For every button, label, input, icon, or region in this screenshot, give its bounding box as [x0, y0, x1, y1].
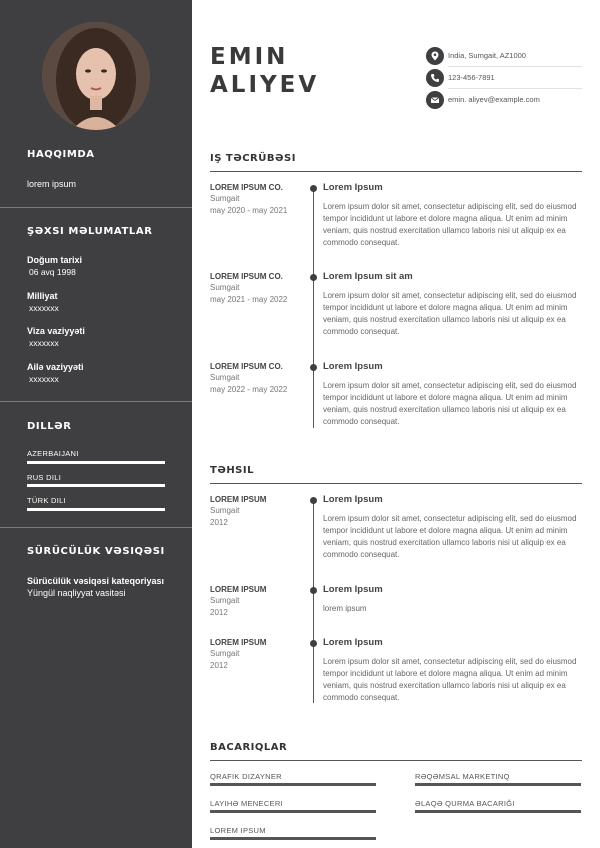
sidebar — [0, 0, 192, 848]
skill-level-bar — [210, 810, 376, 813]
experience-org: LOREM IPSUM CO. — [210, 272, 283, 281]
experience-date: may 2020 - may 2021 — [210, 206, 288, 215]
experience-org: LOREM IPSUM CO. — [210, 362, 283, 371]
personal-label-birthdate: Doğum tarixi — [27, 255, 83, 265]
timeline-dot — [310, 587, 317, 594]
education-timeline — [313, 500, 314, 703]
education-title: Lorem Ipsum — [323, 584, 383, 595]
personal-label-visa: Viza vaziyyəti — [27, 326, 85, 336]
timeline-dot — [310, 640, 317, 647]
skill-label: RƏQƏMSAL MARKETINQ — [415, 772, 510, 781]
language-label: TÜRK DILI — [27, 496, 66, 505]
education-location: Sumgait — [210, 649, 240, 658]
phone-icon — [426, 69, 444, 87]
education-location: Sumgait — [210, 506, 240, 515]
experience-date: may 2021 - may 2022 — [210, 295, 288, 304]
personal-value-visa: xxxxxxx — [29, 338, 59, 348]
education-title: Lorem Ipsum — [323, 494, 383, 505]
experience-date: may 2022 - may 2022 — [210, 385, 288, 394]
timeline-dot — [310, 497, 317, 504]
language-level-bar — [27, 508, 165, 511]
skill-label: LAYIHƏ MENECERI — [210, 799, 283, 808]
experience-rule — [210, 171, 582, 172]
skill-label: QRAFIK DIZAYNER — [210, 772, 282, 781]
last-name: ALIYEV — [210, 72, 320, 98]
experience-location: Sumgait — [210, 194, 240, 203]
experience-description: Lorem ipsum dolor sit amet, consectetur adipiscing elit, sed do eiusmod tempor incididunt ut labore et dolore magna aliqua. Ut enim ad minim veniam, quis nostrud exercitation ullamco laboris nisi ut aliquip ex ea commodo consequat. — [323, 381, 577, 426]
skill-level-bar — [210, 783, 376, 786]
personal-label-family: Ailə vaziyyəti — [27, 362, 84, 372]
skill-label: LOREM IPSUM — [210, 826, 266, 835]
education-location: Sumgait — [210, 596, 240, 605]
language-level-bar — [27, 484, 165, 487]
language-label: AZERBAIJANI — [27, 449, 79, 458]
skill-level-bar — [415, 810, 581, 813]
education-date: 2012 — [210, 518, 228, 527]
education-date: 2012 — [210, 608, 228, 617]
experience-description: Lorem ipsum dolor sit amet, consectetur adipiscing elit, sed do eiusmod tempor incididunt ut labore et dolore magna aliqua. Ut enim ad minim veniam, quis nostrud exercitation ullamco laboris nisi ut aliquip ex ea commodo consequat. — [323, 291, 577, 336]
personal-value-birthdate: 06 avq 1998 — [29, 267, 76, 277]
license-heading: SÜRÜCÜLÜK VƏSIQƏSI — [27, 546, 165, 557]
timeline-dot — [310, 185, 317, 192]
experience-location: Sumgait — [210, 373, 240, 382]
experience-title: Lorem Ipsum — [323, 182, 383, 193]
first-name: EMIN — [210, 44, 289, 70]
sidebar-divider — [0, 207, 192, 208]
education-title: Lorem Ipsum — [323, 637, 383, 648]
skills-rule — [210, 760, 582, 761]
personal-value-nationality: xxxxxxx — [29, 303, 59, 313]
education-org: LOREM IPSUM — [210, 585, 267, 594]
contact-divider — [448, 66, 582, 67]
experience-org: LOREM IPSUM CO. — [210, 183, 283, 192]
skill-level-bar — [415, 783, 581, 786]
personal-heading: ŞƏXSI MƏLUMATLAR — [27, 226, 153, 237]
experience-heading: IŞ TƏCRÜBƏSI — [210, 153, 296, 164]
contact-address: India, Sumgait, AZ1000 — [448, 51, 526, 60]
portrait-photo-icon — [42, 22, 150, 130]
skills-heading: BACARIQLAR — [210, 742, 288, 753]
license-value: Yüngül naqliyyat vasitəsi — [27, 588, 126, 598]
personal-label-nationality: Milliyat — [27, 291, 58, 301]
contact-phone: 123-456-7891 — [448, 73, 495, 82]
skill-level-bar — [210, 837, 376, 840]
education-description: Lorem ipsum dolor sit amet, consectetur adipiscing elit, sed do eiusmod tempor incididunt ut labore et dolore magna aliqua. Ut enim ad minim veniam, quis nostrud exercitation ullamco laboris nisi ut aliquip ex ea commodo consequat. — [323, 657, 577, 702]
experience-title: Lorem Ipsum sit am — [323, 271, 413, 282]
experience-title: Lorem Ipsum — [323, 361, 383, 372]
location-icon — [426, 47, 444, 65]
profile-photo — [42, 22, 150, 130]
education-heading: TƏHSIL — [210, 465, 254, 476]
skill-label: ƏLAQƏ QURMA BACARIĞI — [415, 799, 515, 808]
license-label: Sürücülük vəsiqəsi kateqoriyası — [27, 576, 165, 586]
language-level-bar — [27, 461, 165, 464]
education-org: LOREM IPSUM — [210, 495, 267, 504]
education-description: Lorem ipsum dolor sit amet, consectetur adipiscing elit, sed do eiusmod tempor incididunt ut labore et dolore magna aliqua. Ut enim ad minim veniam, quis nostrud exercitation ullamco laboris nisi ut aliquip ex ea commodo consequat. — [323, 514, 577, 559]
personal-value-family: xxxxxxx — [29, 374, 59, 384]
experience-timeline — [313, 188, 314, 428]
timeline-dot — [310, 364, 317, 371]
languages-heading: DILLƏR — [27, 421, 72, 432]
experience-description: Lorem ipsum dolor sit amet, consectetur adipiscing elit, sed do eiusmod tempor incididunt ut labore et dolore magna aliqua. Ut enim ad minim veniam, quis nostrud exercitation ullamco laboris nisi ut aliquip ex ea commodo consequat. — [323, 202, 577, 247]
experience-location: Sumgait — [210, 283, 240, 292]
email-icon — [426, 91, 444, 109]
education-rule — [210, 483, 582, 484]
education-org: LOREM IPSUM — [210, 638, 267, 647]
contact-divider — [448, 88, 582, 89]
sidebar-divider — [0, 401, 192, 402]
timeline-dot — [310, 274, 317, 281]
language-label: RUS DILI — [27, 473, 62, 482]
education-description: lorem ipsum — [323, 604, 367, 613]
sidebar-divider — [0, 527, 192, 528]
education-date: 2012 — [210, 661, 228, 670]
contact-email: emin. aliyev@example.com — [448, 95, 540, 104]
about-heading: HAQQIMDA — [27, 149, 95, 160]
about-text: lorem ipsum — [27, 179, 77, 189]
